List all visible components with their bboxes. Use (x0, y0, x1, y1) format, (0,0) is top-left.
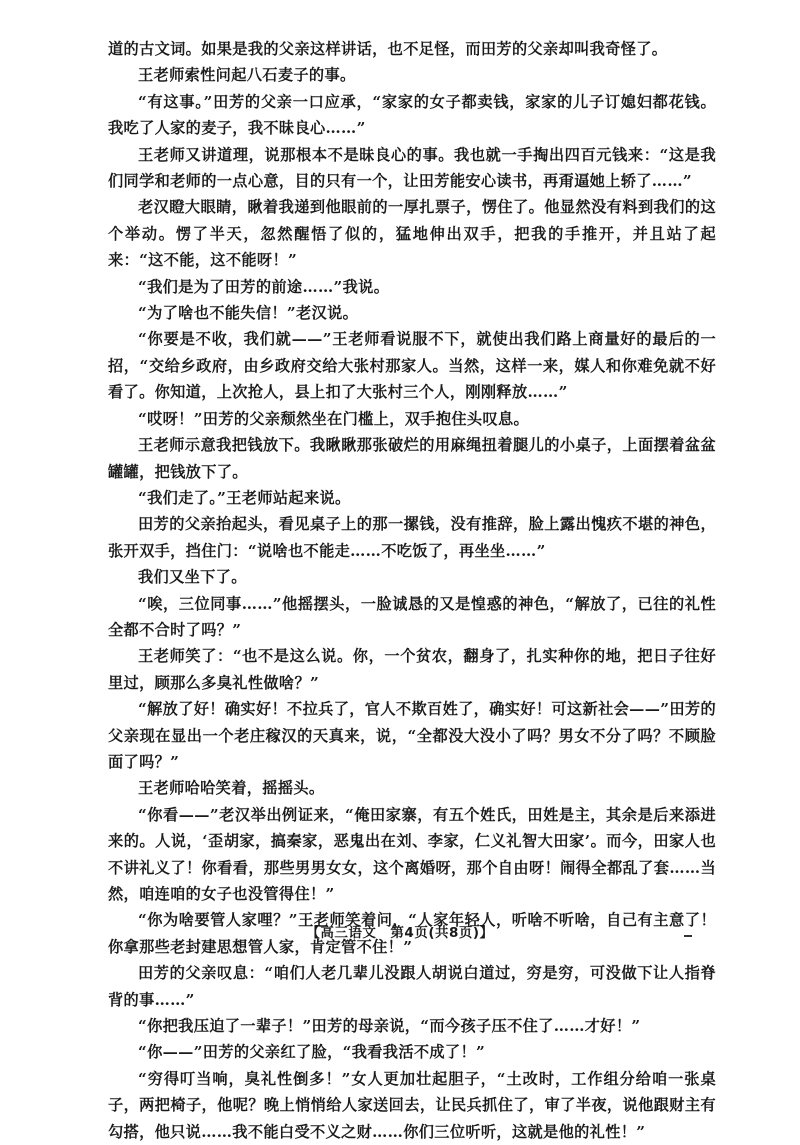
paragraph: “你把我压迫了一辈子！”田芳的母亲说，“而今孩子压不住了……才好！” (138, 1017, 641, 1036)
paragraph: “哎呀！”田芳的父亲颓然坐在门槛上，双手抱住头叹息。 (138, 409, 530, 428)
paragraph: “我们走了。”王老师站起来说。 (138, 488, 351, 507)
paragraph: “穷得叮当响，臭礼性倒多！”女人更加壮起胆子，“土改时，工作组分给咱一张桌子，两把椅子，他呢？晚上悄悄给人家送回去，让民兵抓住了，审了半夜，说他跟财主有勾搭，他只说……我不能白受不义之财……你们三位听听，这就是他的礼性！” (108, 1069, 716, 1141)
paragraph: “你看——”老汉举出例证来，“俺田家寨，有五个姓氏，田姓是主，其余是后来添进来的。人说，‘歪胡家，搞秦家，恶鬼出在刘、李家，仁义礼智大田家’。而今，田家人也不讲礼义了！你看看，那些男男女女，这个离婚呀，那个自由呀！闹得全都乱了套……当然，咱连咱的女子也没管得住！” (108, 805, 716, 903)
paragraph: “为了啥也不能失信！”老汉说。 (138, 304, 359, 323)
paragraph: “唉，三位同事……”他摇摆头，一脸诚恳的又是惶惑的神色，“解放了，已往的礼性全都不合时了吗？” (108, 594, 716, 639)
paragraph: 王老师哈哈笑着，摇摇头。 (138, 779, 325, 798)
paragraph: “你为啥要管人家哩？”王老师笑着问，“人家年轻人，听啥不听啥，自己有主意了！你拿那些老封建思想管人家，肯定管不住！” (108, 911, 716, 956)
paragraph: “我们是为了田芳的前途……”我说。 (138, 277, 390, 296)
paragraph: 王老师笑了：“也不是这么说。你，一个贫农，翻身了，扎实种你的地，把日子往好里过，顾那么多臭礼性做啥？” (108, 647, 716, 692)
paragraph: 我们又坐下了。 (138, 568, 247, 587)
paragraph: 田芳的父亲抬起头，看见桌子上的那一摞钱，没有推辞，脸上露出愧疚不堪的神色，张开双手，挡住门：“说啥也不能走……不吃饭了，再坐坐……” (108, 515, 716, 560)
page-footer (0, 921, 800, 941)
footer-label: 【高三语文 第4页(共8页)】 (306, 925, 494, 941)
passage-text (108, 36, 716, 1145)
paragraph: 王老师示意我把钱放下。我瞅瞅那张破烂的用麻绳扭着腿儿的小桌子，上面摆着盆盆罐罐，把钱放下了。 (108, 436, 716, 481)
paragraph: “你要是不收，我们就——”王老师看说服不下，就使出我们路上商量好的最后的一招，“交给乡政府，由乡政府交给大张村那家人。当然，这样一来，媒人和你难免就不好看了。你知道，上次抢人，县上扣了大张村三个人，刚刚释放……” (108, 330, 716, 402)
paragraph: 王老师又讲道理，说那根本不是昧良心的事。我也就一手掏出四百元钱来：“这是我们同学和老师的一点心意，目的只有一个，让田芳能安心读书，再甭逼她上轿了……” (108, 145, 716, 191)
paragraph: 老汉瞪大眼睛，瞅着我递到他眼前的一厚扎票子，愣住了。他显然没有料到我们的这个举动。愣了半天，忽然醒悟了似的，猛地伸出双手，把我的手推开，并且站了起来：“这不能，这不能呀！” (108, 198, 716, 270)
paragraph: “解放了好！确实好！不拉兵了，官人不欺百姓了，确实好！可这新社会——”田芳的父亲现在显出一个老庄稼汉的天真来，说，“全都没大没小了吗？男女不分了吗？不顾脸面了吗？” (108, 700, 716, 771)
paragraph: “你——”田芳的父亲红了脸，“我看我活不成了！” (138, 1043, 486, 1062)
corner-mark (684, 935, 692, 937)
paragraph: 田芳的父亲叹息：“咱们人老几辈儿没跟人胡说白道过，穷是穷，可没做下让人指脊背的事……” (108, 964, 716, 1009)
paragraph: 道的古文词。如果是我的父亲这样讲话，也不足怪，而田芳的父亲却叫我奇怪了。 (108, 40, 668, 58)
paragraph: “有这事。”田芳的父亲一口应承，“家家的女子都卖钱，家家的儿子订媳妇都花钱。我吃了人家的麦子，我不昧良心……” (108, 92, 716, 138)
paragraph: 王老师索性问起八石麦子的事。 (138, 66, 356, 85)
